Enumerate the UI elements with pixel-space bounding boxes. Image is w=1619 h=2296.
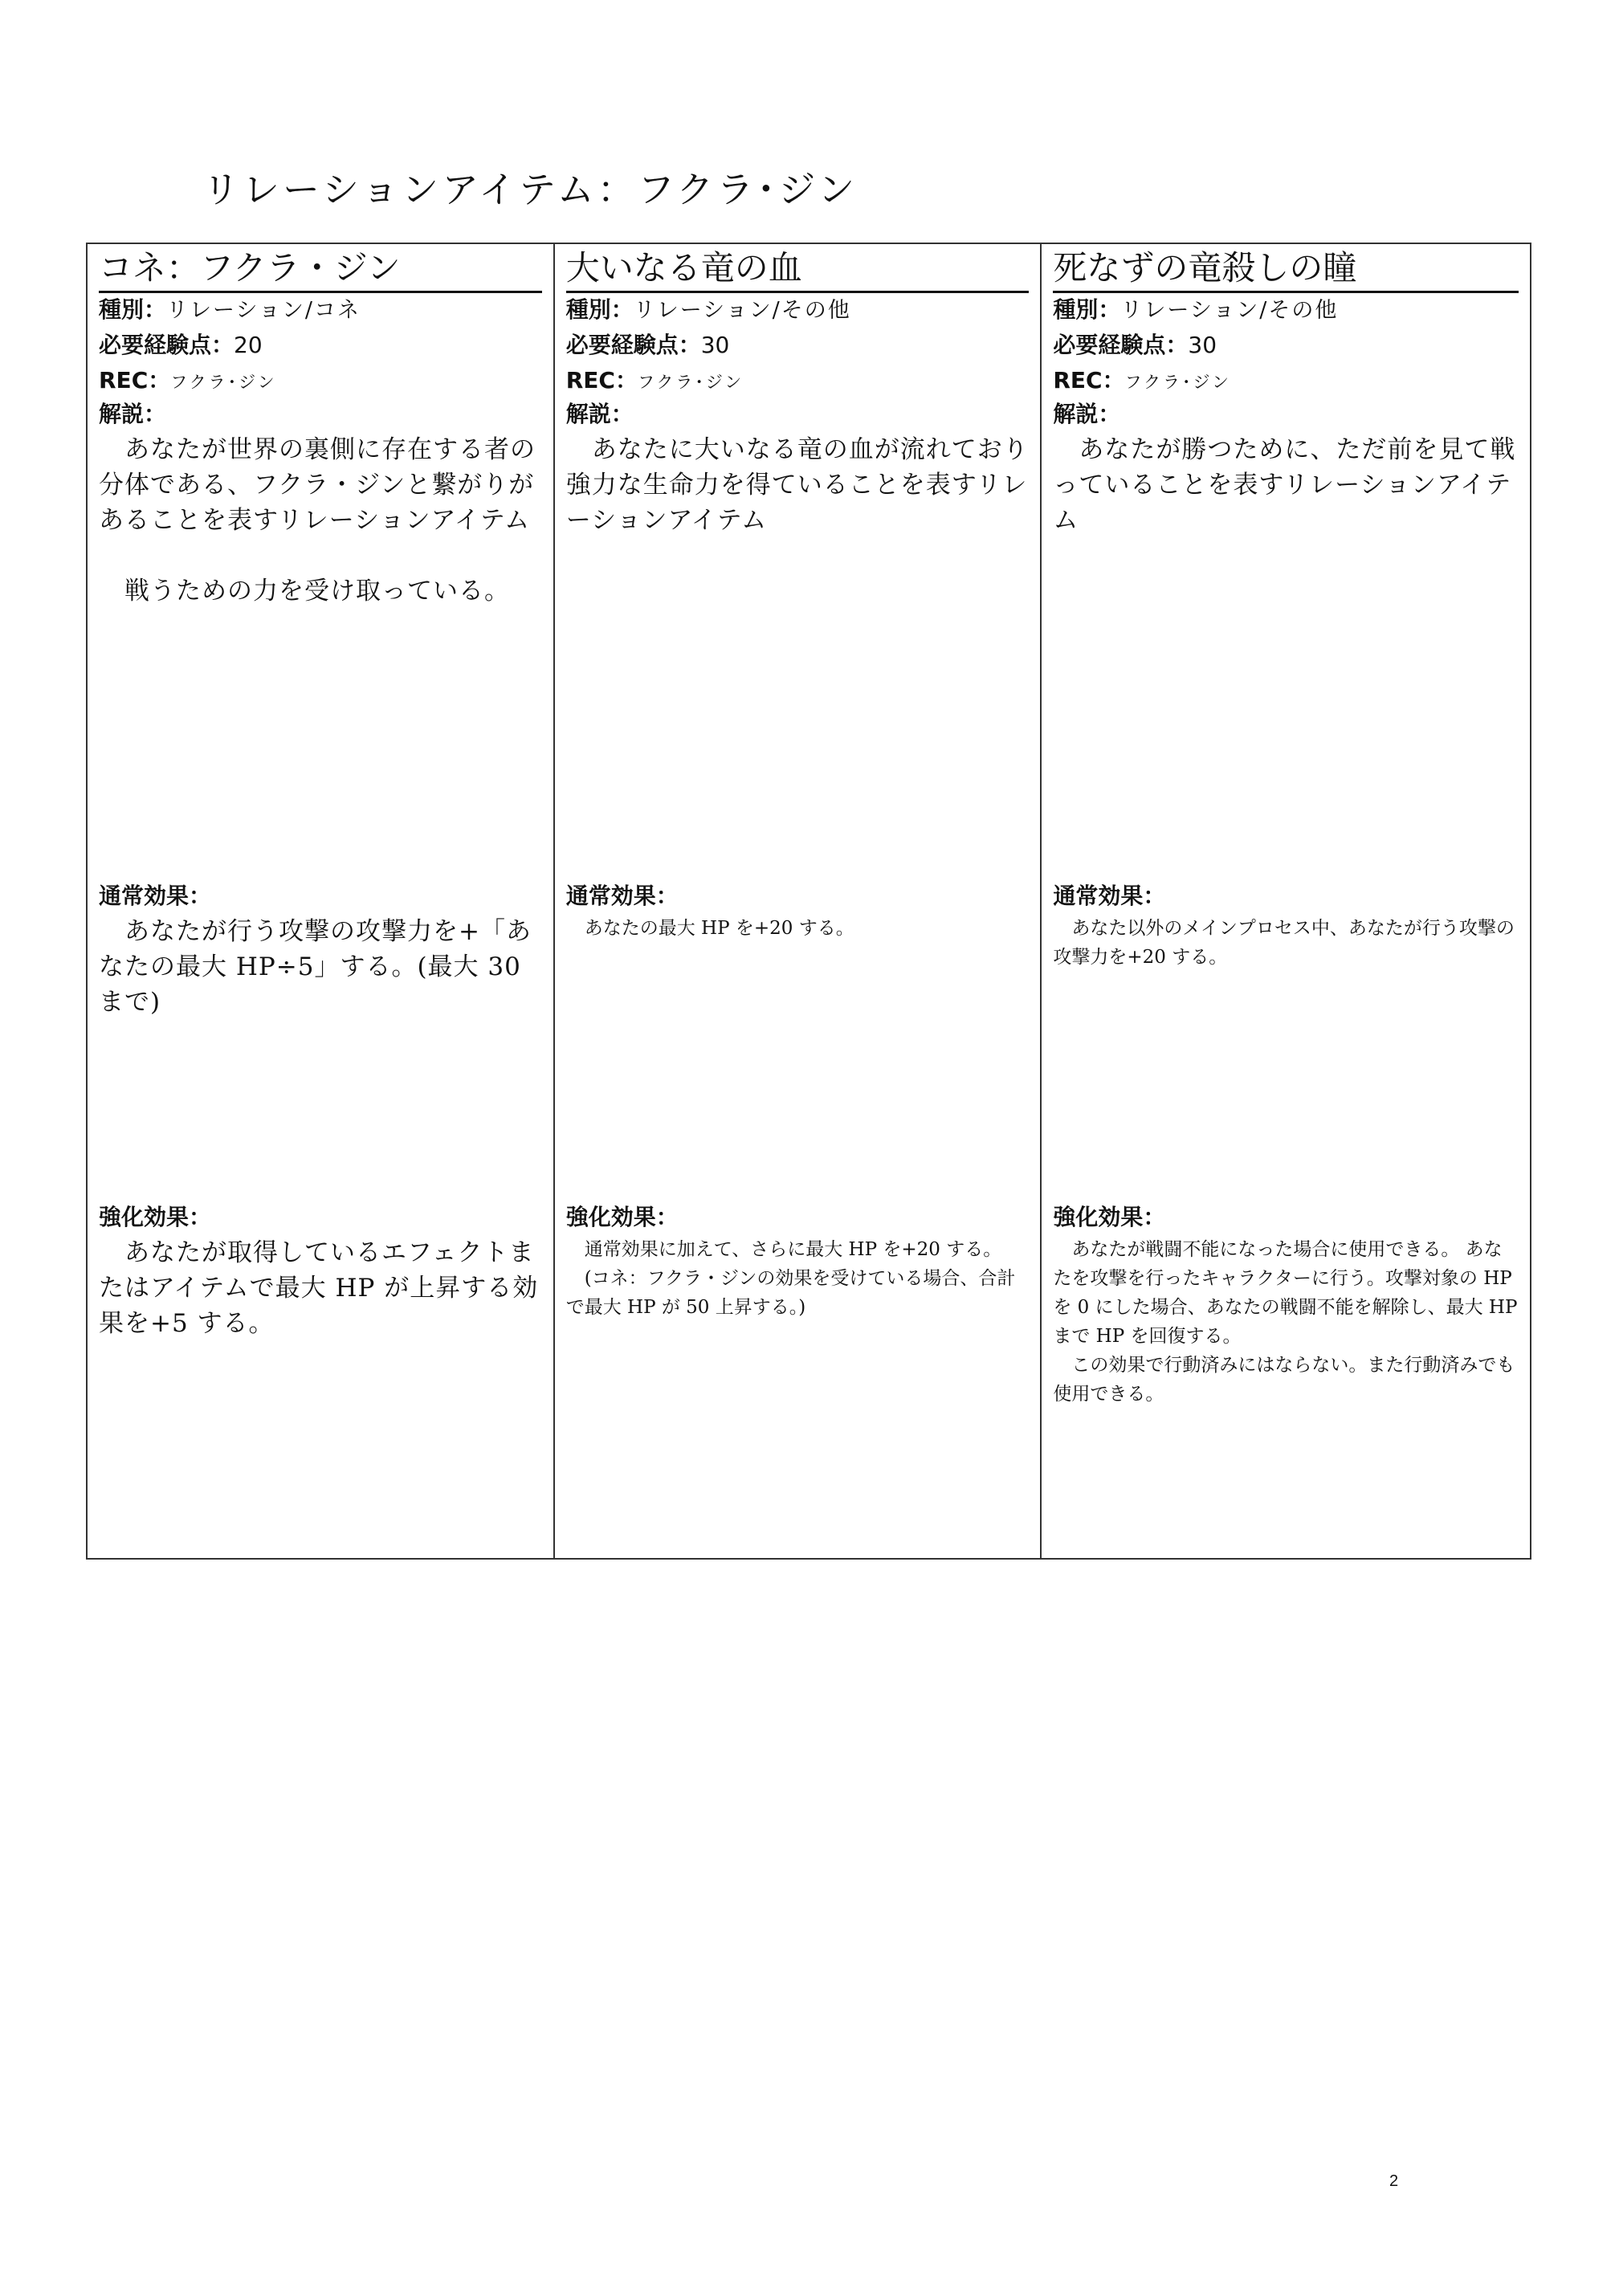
normal-effect-text: あなたの最大 HP を+20 する。 [565, 918, 854, 939]
normal-effect-text: あなた以外のメインプロセス中、あなたが行う攻撃の攻撃力を+20 する。 [1053, 918, 1515, 968]
enhanced-effect-label: 強化効果： [1053, 1204, 1166, 1230]
item-name: コネ：フクラ・ジン [99, 246, 542, 293]
item-type-row [1053, 292, 1522, 328]
item-exp: 20 [234, 332, 263, 358]
exp-label: 必要経験点： [99, 332, 234, 358]
rec-label: REC： [565, 367, 638, 394]
item-rec: フクラ･ジン [170, 373, 277, 392]
page-number: 2 [1389, 2172, 1399, 2190]
item-name: 大いなる竜の血 [566, 246, 1030, 293]
item-type: リレーション/コネ [166, 298, 361, 323]
item-name: 死なずの竜殺しの瞳 [1053, 246, 1519, 293]
exp-label: 必要経験点： [565, 332, 701, 358]
item-rec: フクラ･ジン [637, 373, 744, 392]
enhanced-effect-text: あなたが取得しているエフェクトまたはアイテムで最大 HP が上昇する効果を+5 する。 [99, 1238, 539, 1338]
item-rec-row [1053, 363, 1522, 400]
enhanced-effect-label: 強化効果： [565, 1204, 679, 1230]
exp-label: 必要経験点： [1053, 332, 1189, 358]
relation-item-table [86, 243, 1531, 1560]
item-type: リレーション/その他 [1120, 298, 1339, 323]
item-description: あなたに大いなる竜の血が流れており強力な生命力を得ていることを表すリレーションアイテム [565, 435, 1029, 535]
type-label: 種別： [99, 296, 167, 323]
item-card-dragonslayer-eyes [1042, 244, 1530, 1558]
rec-label: REC： [99, 367, 171, 394]
item-rec-row [566, 363, 1033, 400]
item-rec-row [99, 363, 545, 400]
item-exp: 30 [700, 332, 730, 358]
item-type-row [99, 292, 545, 328]
normal-effect-text: あなたが行う攻撃の攻撃力を+「あなたの最大 HP÷5」する。(最大 30 まで) [99, 917, 532, 1017]
item-exp-row [99, 328, 545, 363]
desc-label-row [99, 397, 545, 432]
desc-label-row [1053, 397, 1522, 432]
enhanced-effect-text: あなたが戦闘不能になった場合に使用できる。 あなたを攻撃を行ったキャラクターに行う。攻撃対象の HP を 0 にした場合、あなたの戦闘不能を解除し、最大 HP まで HP を回復する。 この効果で行動済みにはならない。また行動済みでも使用できる。 [1053, 1239, 1518, 1405]
item-exp-row [1053, 328, 1522, 363]
desc-label: 解説： [1053, 401, 1121, 427]
item-description: あなたが世界の裏側に存在する者の分体である、フクラ・ジンと繋がりがあることを表すリレーションアイテム 戦うための力を受け取っている。 [99, 435, 536, 606]
item-exp: 30 [1188, 332, 1217, 358]
item-exp-row [566, 328, 1033, 363]
normal-effect-label: 通常効果： [1053, 883, 1166, 909]
normal-effect-label: 通常効果： [565, 883, 679, 909]
item-type: リレーション/その他 [633, 298, 851, 323]
normal-effect-label: 通常効果： [99, 883, 212, 909]
desc-label: 解説： [99, 401, 167, 427]
rec-label: REC： [1053, 367, 1125, 394]
item-card-dragon-blood [555, 244, 1042, 1558]
item-type-row [566, 292, 1033, 328]
item-rec: フクラ･ジン [1124, 373, 1231, 392]
item-description: あなたが勝つために、ただ前を見て戦っていることを表すリレーションアイテム [1053, 435, 1516, 535]
desc-label: 解説： [565, 401, 634, 427]
enhanced-effect-text: 通常効果に加えて、さらに最大 HP を+20 する。 (コネ：フクラ・ジンの効果を受けている場合、合計で最大 HP が 50 上昇する。) [565, 1239, 1016, 1318]
desc-label-row [566, 397, 1033, 432]
type-label: 種別： [565, 296, 634, 323]
type-label: 種別： [1053, 296, 1121, 323]
item-card-kone-fukura-jin [88, 244, 555, 1558]
page-title: リレーションアイテム：フクラ･ジン [202, 168, 858, 211]
enhanced-effect-label: 強化効果： [99, 1204, 212, 1230]
